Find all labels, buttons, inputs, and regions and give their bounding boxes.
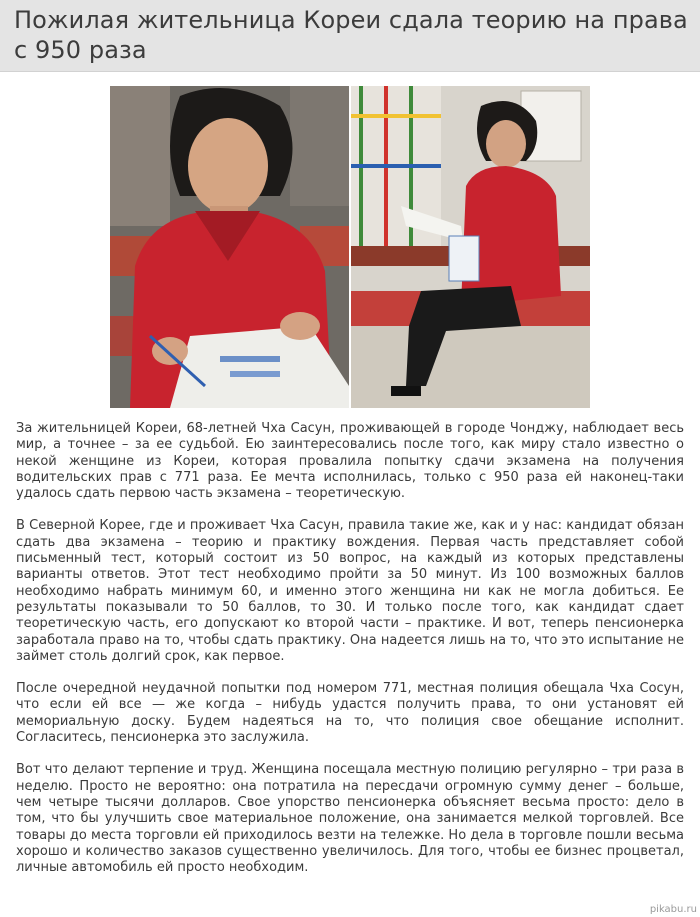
photo-woman-reading-on-bench xyxy=(351,86,590,408)
post-title: Пожилая жительница Кореи сдала теорию на права с 950 раза xyxy=(14,6,688,64)
title-bar xyxy=(0,0,700,72)
photo-woman-writing-test xyxy=(110,86,349,408)
site-watermark: pikabu.ru xyxy=(649,904,697,915)
photo-collage xyxy=(110,86,590,408)
article-paragraph: После очередной неудачной попытки под номером 771, местная полиция обещала Чха Сосун, что если ей все — же когда – нибудь удастся получить права, то они установят ей мемориальную доску. Будем надеяться на то, что полиция свое обещание исполнит. Согласитесь, пенсионерка это заслужила. xyxy=(16,681,684,746)
article-paragraph: За жительницей Кореи, 68-летней Чха Сасун, проживающей в городе Чонджу, наблюдает весь мир, а точнее – за ее судьбой. Ею заинтересовались после того, как миру стало известно о некой женщине из Кореи, которая провалила попытку сдачи экзамена на получения водительских прав с 771 раза. Ее мечта исполнилась, только с 950 раза ей наконец-таки удалось сдать первою часть экзамена – теоретическую. xyxy=(16,421,684,502)
article-paragraph: Вот что делают терпение и труд. Женщина посещала местную полицию регулярно – три раза в неделю. Просто не вероятно: она потратила на пересдачи огромную сумму денег – больше, чем четыре тысячи долларов. Свое упорство пенсионерка объясняет весьма просто: дело в том, что бы улучшить свое материальное положение, она занимается мелкой торговлей. Все товары до места торговли ей приходилось везти на тележке. Но дела в торговле пошли весьма хорошо и количество заказов существенно увеличилось. Для того, чтобы ее бизнес процветал, личные автомобиль ей просто необходим. xyxy=(16,762,684,876)
article-body xyxy=(16,421,684,892)
article-paragraph: В Северной Корее, где и проживает Чха Сасун, правила такие же, как и у нас: кандидат обязан сдать два экзамена – теорию и практику вождения. Первая часть представляет собой письменный тест, который состоит из 50 вопрос, на каждый из которых представлены варианты ответов. Этот тест необходимо пройти за 50 минут. Из 100 возможных баллов необходимо набрать минимум 60, и именно этого женщина ни как не могла добиться. Ее результаты показывали то 50 баллов, то 30. И только после того, как кандидат сдает теоретическую часть, его допускают ко второй части – практике. И вот, теперь пенсионерка заработала право на то, чтобы сдать практику. Она надеется лишь на то, что это испытание не займет столь долгий срок, как первое. xyxy=(16,518,684,664)
